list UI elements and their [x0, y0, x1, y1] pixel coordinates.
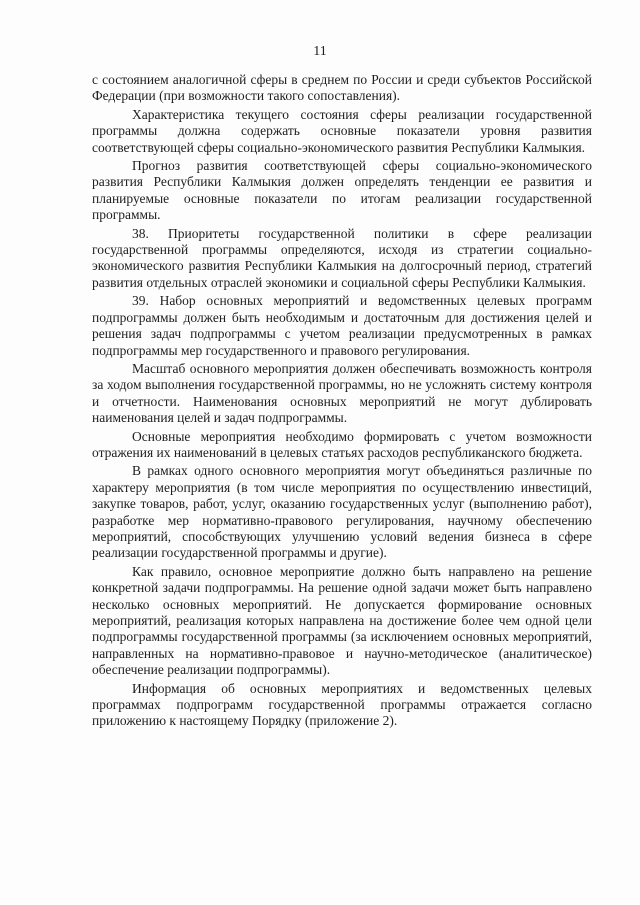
page-number: 11 [313, 44, 327, 59]
paragraph-38: 38. Приоритеты государственной политики в сфере реализации государственной программы определяются, исходя из стратегии социально-экономического развития Республики Калмыкия на долгосрочный период, стратегий развития отдельных отраслей экономики и социальной сферы Республики Калмыкия. [92, 225, 592, 290]
paragraph-9: Как правило, основное мероприятие должно быть направлено на решение конкретной задачи подпрограммы. На решение одной задачи может быть направлено несколько основных мероприятий. Не допускается формирование основных мероприятий, реализация которых направлена на достижение более чем одной цели подпрограммы государственной программы (за исключением основных мероприятий, направленных на нормативно-правовое и научно-методическое (аналитическое) обеспечение реализации подпрограммы). [92, 563, 592, 678]
paragraph-1: с состоянием аналогичной сферы в среднем по России и среди субъектов Российской Федерации (при возможности такого сопоставления). [92, 72, 592, 104]
document-body [92, 72, 592, 732]
paragraph-6: Масштаб основного мероприятия должен обеспечивать возможность контроля за ходом выполнения государственной программы, но не усложнять систему контроля и отчетности. Наименования основных мероприятий не могут дублировать наименования целей и задач подпрограммы. [92, 360, 592, 426]
paragraph-8: В рамках одного основного мероприятия могут объединяться различные по характеру мероприятия (в том числе мероприятия по осуществлению инвестиций, закупке товаров, работ, услуг, оказанию государственных услуг (выполнению работ), разработке мер нормативно-правового регулирования, научному обеспечению мероприятий, способствующих улучшению условий ведения бизнеса в сфере реализации государственной программы и другие). [92, 463, 592, 561]
paragraph-7: Основные мероприятия необходимо формировать с учетом возможности отражения их наименований в целевых статьях расходов республиканского бюджета. [92, 428, 592, 460]
paragraph-10: Информация об основных мероприятиях и ведомственных целевых программах подпрограмм государственной программы отражается согласно приложению к настоящему Порядку (приложение 2). [92, 680, 592, 729]
paragraph-2: Характеристика текущего состояния сферы реализации государственной программы должна содержать основные показатели уровня развития соответствующей сферы социально-экономического развития Республики Калмыкия. [92, 106, 592, 155]
paragraph-3: Прогноз развития соответствующей сферы социально-экономического развития Республики Калмыкия должен определять тенденции ее развития и планируемые основные показатели по итогам реализации государственной программы. [92, 158, 592, 223]
paragraph-39: 39. Набор основных мероприятий и ведомственных целевых программ подпрограммы должен быть необходимым и достаточным для достижения целей и решения задач подпрограммы с учетом реализации предусмотренных в рамках подпрограммы мер государственного и правового регулирования. [92, 293, 592, 358]
